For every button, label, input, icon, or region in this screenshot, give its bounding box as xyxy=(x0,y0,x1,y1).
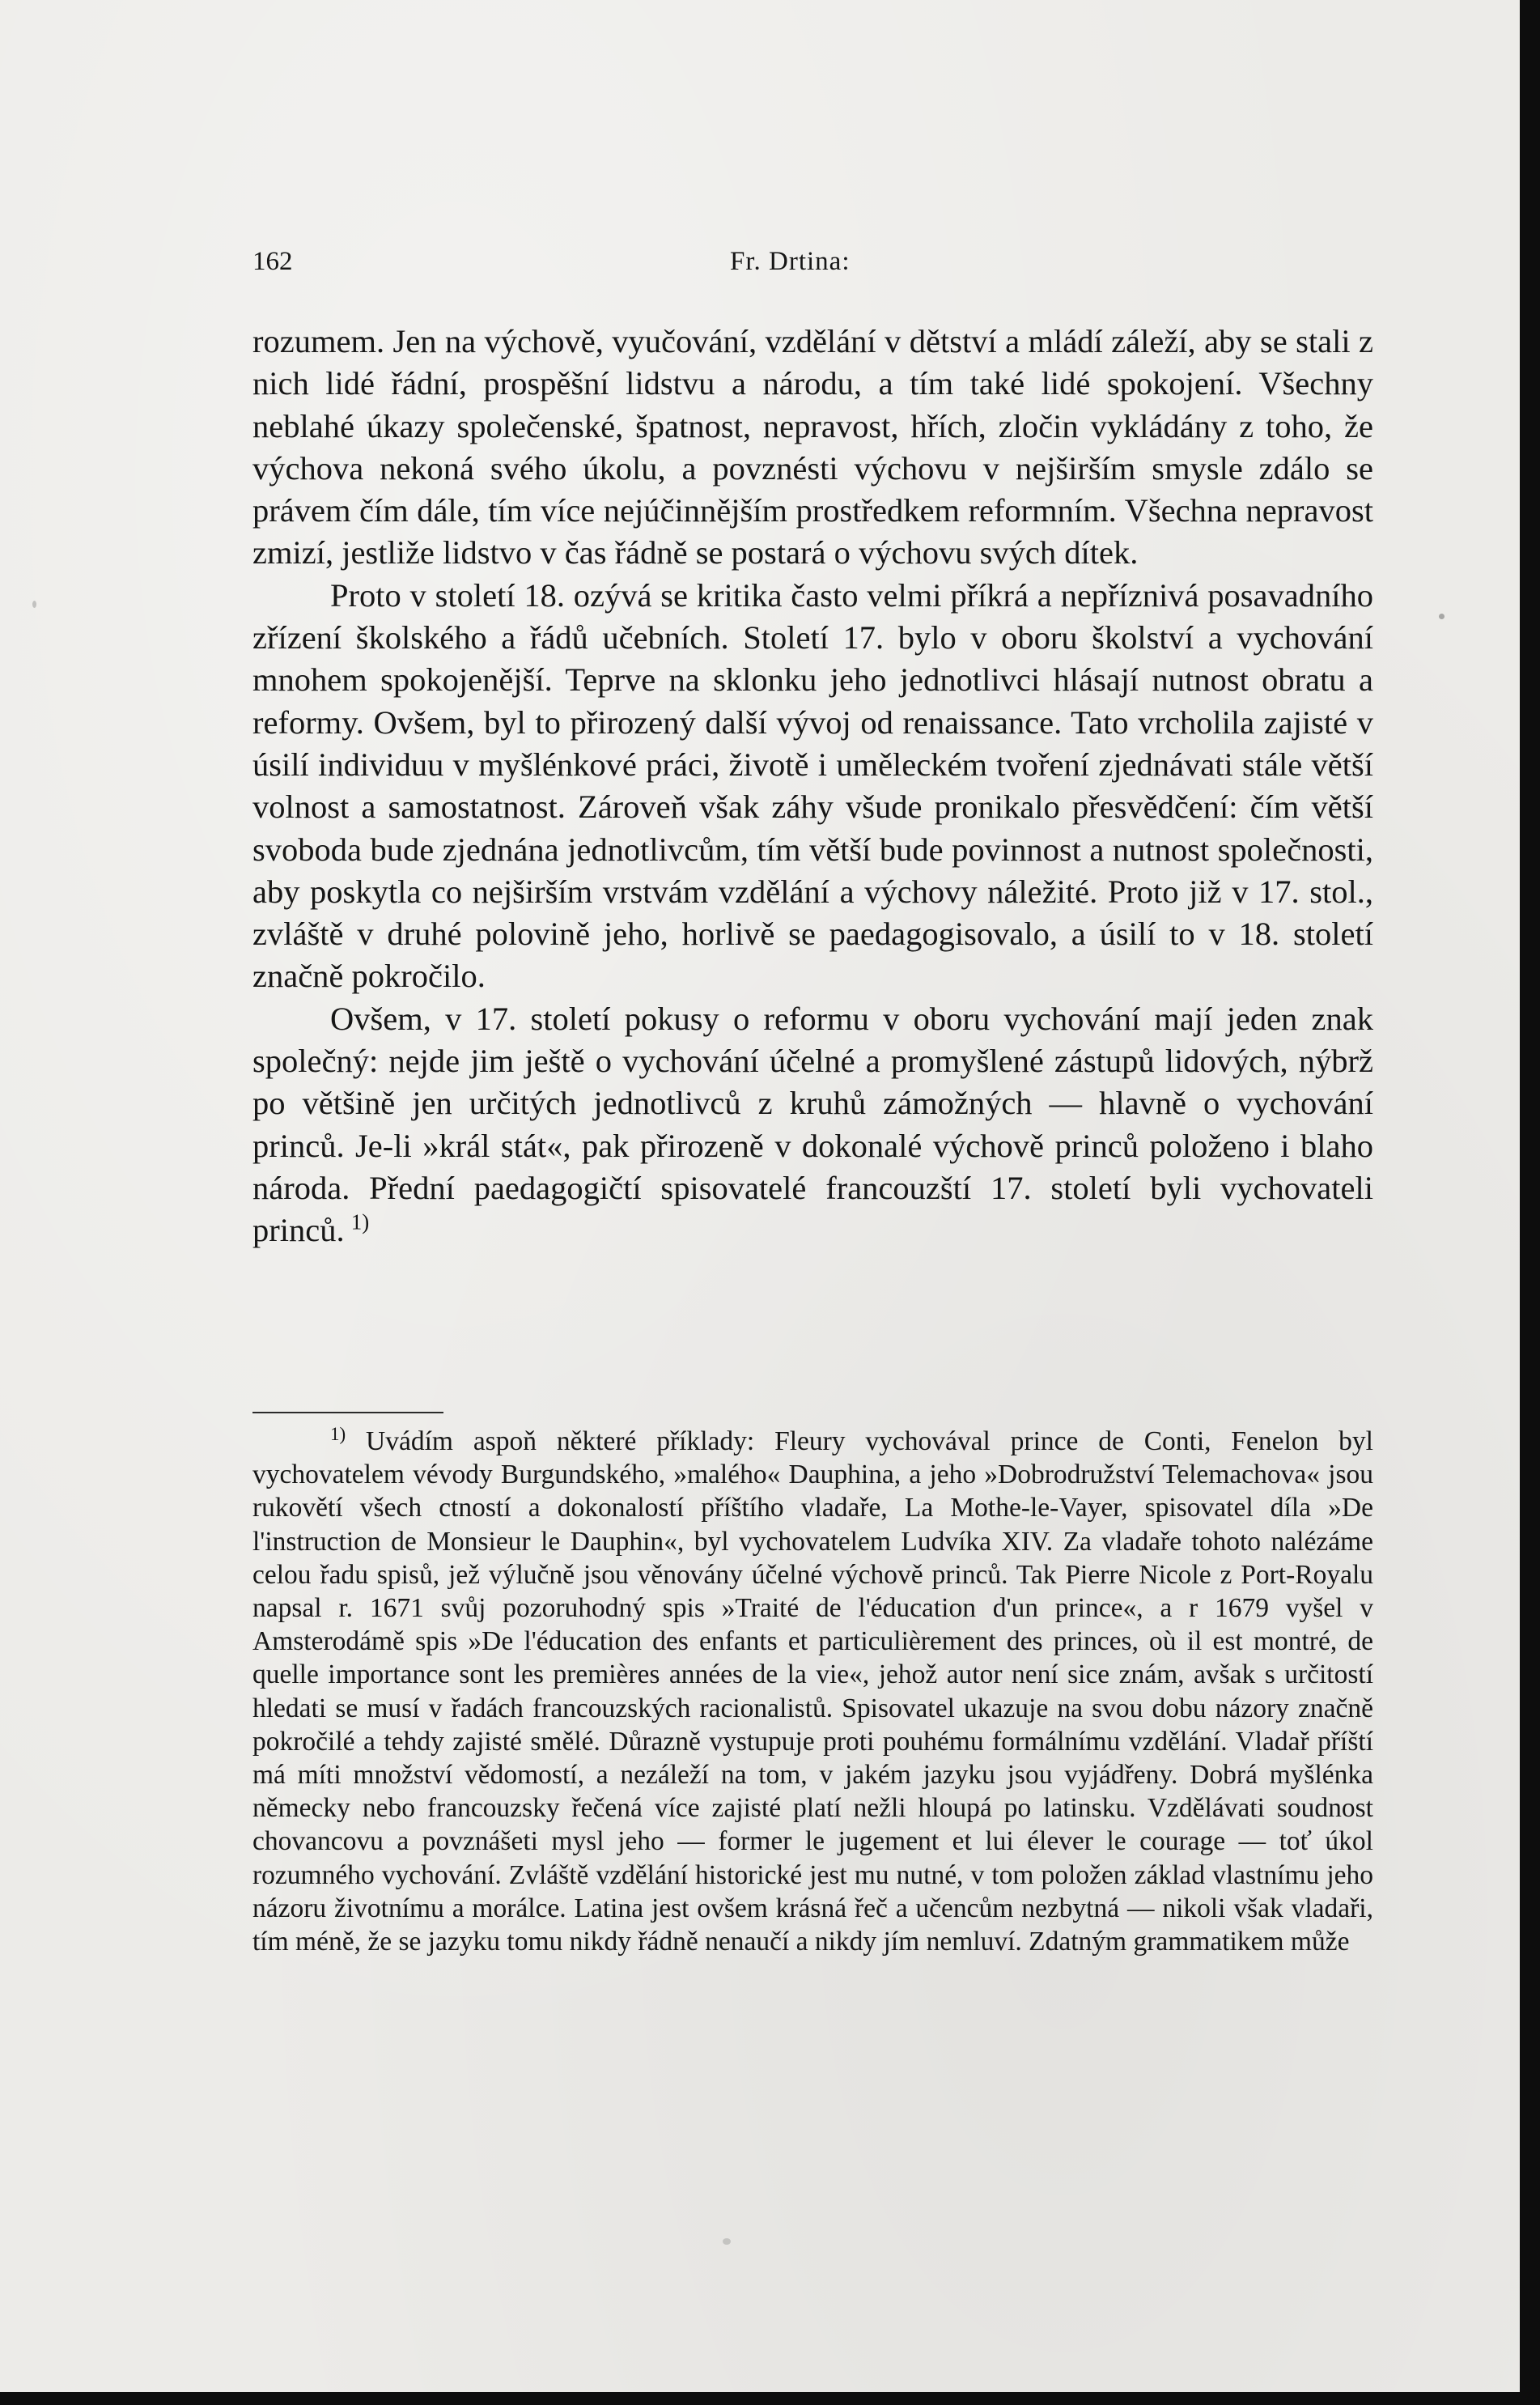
running-head xyxy=(252,241,1373,282)
header-author: Fr. Drtina: xyxy=(730,247,851,276)
footnote-marker: 1) xyxy=(330,1423,346,1444)
paragraph-1: rozumem. Jen na výchově, vyučování, vzdělání v dětství a mládí záleží, aby se stali z nich lidé řádní, prospěšní lidstvu a národu, a tím také lidé spokojení. Všechny neblahé úkazy společenské, špatnost, nepravost, hřích, zločin vykládány z toho, že výchova nekoná svého úkolu, a povznésti výchovu v nejširším smysle zdálo se právem čím dále, tím více nejúčinnějším prostředkem reformním. Všechna nepravost zmizí, jestliže lidstvo v čas řádně se postará o výchovu svých dítek. xyxy=(252,323,1373,572)
scan-speck xyxy=(723,2238,731,2245)
paragraph-3-text: Ovšem, v 17. století pokusy o reformu v oboru vychování mají jeden znak společný: nejde jim ještě o vychování účelné a promyšlené zástupů lidových, nýbrž po většině jen určitých jednotlivců z kruhů zámožných — hlavně o vychování princů. Je-li »král stát«, pak přirozeně v dokonalé výchově princů položeno i blaho národa. Přední paedagogičtí spisovatelé francouzští 17. století byli vychovateli princů. xyxy=(252,1000,1373,1249)
footnote-text: Uvádím aspoň některé příklady: Fleury vychovával prince de Conti, Fenelon byl vychovatelem vévody Burgundského, »malého« Dauphina, a jeho »Dobrodružství Telemachova« jsou rukovětí všech ctností a dokonalostí příštího vladaře, La Mothe-le-Vayer, spisovatel díla »De l'instruction de Monsieur le Dauphin«, byl vychovatelem Ludvíka XIV. Za vladaře tohoto nalézáme celou řadu spisů, jež výlučně jsou věnovány účelné výchově princů. Tak Pierre Nicole z Port-Royalu napsal r. 1671 svůj pozoruhodný spis »Traité de l'éducation d'un prince«, a r 1679 vyšel v Amsterodámě spis »De l'éducation des enfants et particulièrement des princes, où il est montré, de quelle importance sont les premières années de la vie«, jehož autor není sice znám, avšak s určitostí hledati se musí v řadách francouzských racionalistů. Spisovatel ukazuje na svou dobu názory značně pokročilé a tehdy zajisté smělé. Důrazně vystupuje proti pouhému formálnímu vzdělání. Vladař příští má míti množství vědomostí, a nezáleží na tom, v jakém jazyku jsou vyjádřeny. Dobrá myšlénka německy nebo francouzsky řečená více zajisté platí nežli hloupá po latinsku. Vzdělávati soudnost chovancovu a povznášeti mysl jeho — former le jugement et lui élever le courage — toť úkol rozumného vychování. Zvláště vzdělání historické jest mu nutné, v tom položen základ vlastnímu jeho názoru životnímu a morálce. Latina jest ovšem krásná řeč a učencům nezbytná — nikoli však vladaři, tím méně, že se jazyku tomu nikdy řádně nenaučí a nikdy jím nemluví. Zdatným grammatikem může xyxy=(252,1426,1373,1957)
footnote-divider xyxy=(252,1412,443,1413)
scan-speck xyxy=(1439,614,1445,619)
scan-speck xyxy=(32,601,36,608)
footnotes xyxy=(252,1425,1373,1958)
footnote-1 xyxy=(252,1425,1373,1958)
page-number: 162 xyxy=(252,247,293,276)
main-text xyxy=(252,321,1373,1252)
paragraph-2: Proto v století 18. ozývá se kritika často velmi příkrá a nepříznivá posavadního zřízení školského a řádů učebních. Století 17. bylo v oboru školství a vychování mnohem spokojenější. Teprve na sklonku jeho jednotlivci hlásají nutnost obratu a reformy. Ovšem, byl to přirozený další vývoj od renaissance. Tato vrcholila zajisté v úsilí individuu v myšlénkové práci, životě i uměleckém tvoření zjednávati stále větší volnost a samostatnost. Zároveň však záhy všude pronikalo přesvědčení: čím větší svoboda bude zjednána jednotlivcům, tím větší bude povinnost a nutnost společnosti, aby poskytla co nejširším vrstvám vzdělání a výchovy náležité. Proto již v 17. stol., zvláště v druhé polovině jeho, horlivě se paedagogisovalo, a úsilí to v 18. století značně pokročilo. xyxy=(252,576,1373,995)
paragraph-3 xyxy=(252,998,1373,1252)
footnote-reference: 1) xyxy=(350,1209,370,1234)
